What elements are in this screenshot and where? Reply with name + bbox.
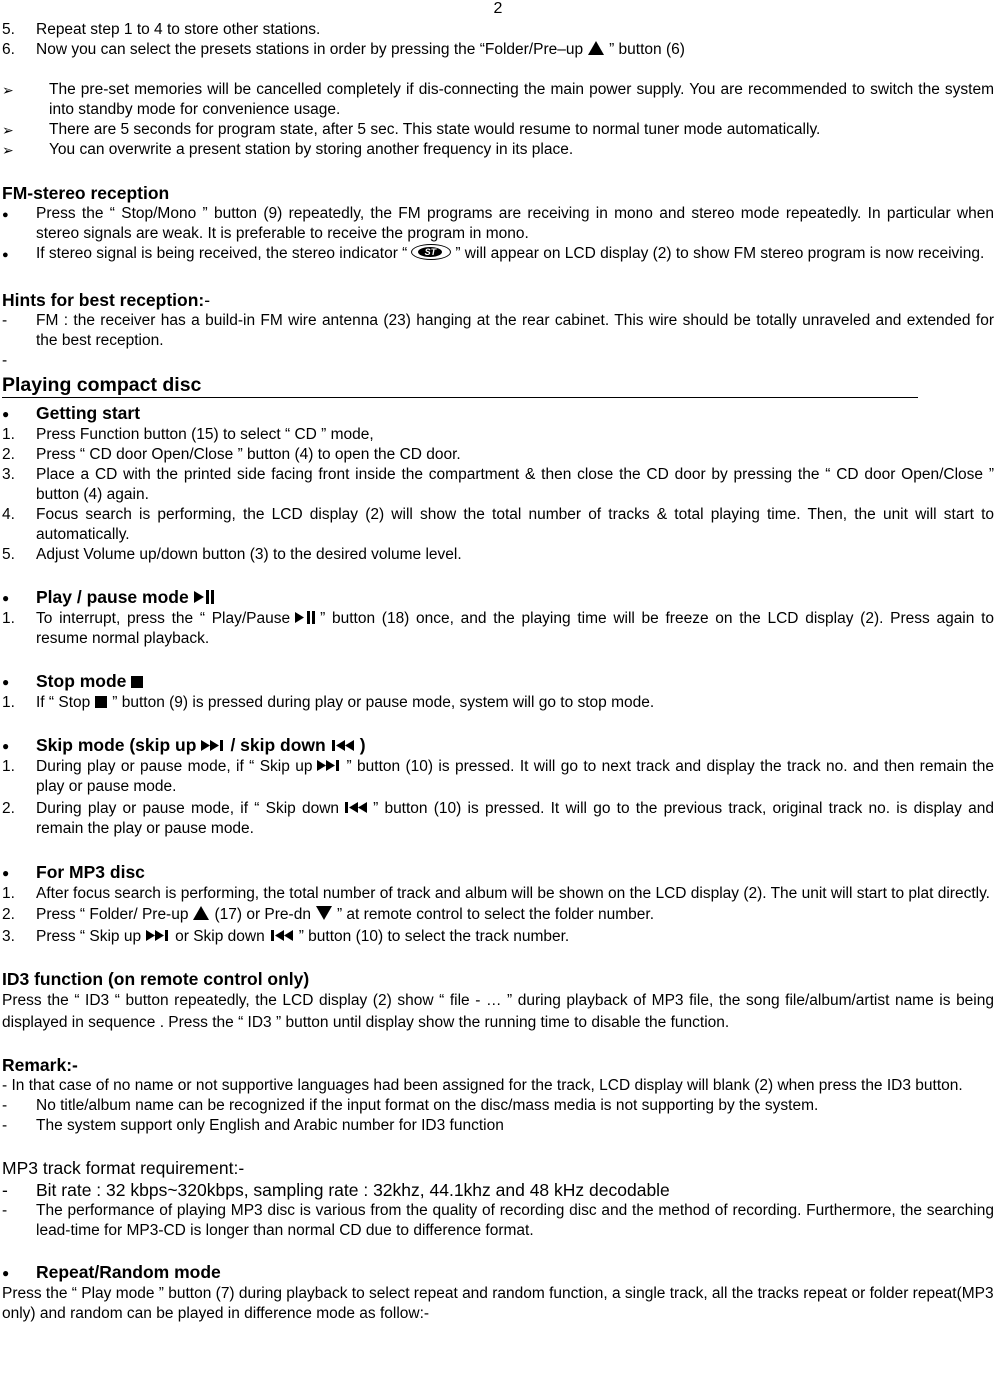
play-pause-icon — [193, 589, 215, 605]
note-item: ➢ You can overwrite a present station by storing another frequency in its place. — [2, 141, 574, 158]
paragraph: - In that case of no name or not supportive languages had been assigned for the track, LCD display will blank (2) when press the ID3 button. — [2, 1077, 963, 1094]
skip-down-icon — [269, 928, 295, 943]
paragraph: Press the “ Play mode ” button (7) during playback to select repeat and random function, a single track, all the tracks repeat or folder repeat(MP3 only) and random can be played in difference mode as follow:- — [2, 1285, 994, 1322]
list-item: - FM : the receiver has a build-in FM wire antenna (23) hanging at the rear cabinet. This wire should be totally unraveled and extended for the best reception. — [2, 312, 994, 349]
arrow-bullet-icon: ➢ — [2, 142, 14, 158]
list-item: ● If stereo signal is being received, the stereo indicator “ ST ” will appear on LCD display (2) to show FM stereo program is now receiving. — [2, 244, 994, 265]
arrow-bullet-icon: ➢ — [2, 122, 14, 138]
triangle-up-icon — [192, 905, 210, 921]
paragraph: Press the “ ID3 “ button repeatedly, the LCD display (2) show “ file - … ” during playback of MP3 file, the song file/album/artist name is being displayed in sequence . Press the “ ID3 ” button until display show the running time to disable the function. — [2, 992, 994, 1031]
triangle-down-icon — [315, 905, 333, 921]
arrow-bullet-icon: ➢ — [2, 82, 14, 98]
subsection-heading: ● Repeat/Random mode — [2, 1262, 221, 1282]
bullet-icon: ● — [2, 407, 10, 421]
list-item: 5. Repeat step 1 to 4 to store other stations. — [2, 21, 321, 38]
stop-icon — [130, 675, 144, 689]
subsection-heading: ● Play / pause mode — [2, 586, 994, 609]
list-item: 1. After focus search is performing, the total number of track and album will be shown on the LCD display (2). The unit will start to plat directly. — [2, 885, 990, 902]
bullet-icon: ● — [2, 1266, 10, 1280]
list-item: 1. If “ Stop ” button (9) is pressed during play or pause mode, system will go to stop mode. — [2, 694, 655, 711]
skip-up-icon — [200, 738, 226, 753]
section-heading: ID3 function (on remote control only) — [2, 969, 310, 989]
section-heading: MP3 track format requirement:- — [2, 1158, 245, 1178]
bullet-icon: ● — [2, 675, 10, 689]
bullet-icon: ● — [2, 591, 10, 605]
list-item: 3. Place a CD with the printed side facing front inside the compartment & then close the CD door by pressing the “ CD door Open/Close ” button (4) again. — [2, 466, 994, 503]
bullet-icon: ● — [2, 209, 9, 221]
section-title: Playing compact disc — [2, 373, 918, 398]
list-item: - The performance of playing MP3 disc is various from the quality of recording disc and the method of recording. Furthermore, the searching lead-time for MP3-CD is longer than normal CD due to difference format. — [2, 1202, 994, 1239]
play-pause-icon — [294, 610, 316, 625]
note-item: ➢ There are 5 seconds for program state, after 5 sec. This state would resume to normal tuner mode automatically. — [2, 121, 821, 138]
list-item: 2. Press “ Folder/ Pre-up (17) or Pre-dn ” at remote control to select the folder number. — [2, 906, 654, 923]
list-item: - No title/album name can be recognized if the input format on the disc/mass media is not supporting by the system. — [2, 1097, 819, 1114]
stop-icon — [94, 695, 108, 709]
document-page: 2 5. Repeat step 1 to 4 to store other stations. 6. Now you can select the presets stations in order by pressing the “Folder/Pre–up ” button (6) ➢ The pre-set memories will be cancelled completely if dis-connecting the main power supply. You are recommended to switch the system into standby mode for convenience usage. ➢ There are 5 seconds for program state, after 5 sec. This state would resume to normal tuner mode automatically. ➢ You can overwrite a present station by storing another frequency in its place. FM-stereo reception ● Press the “ Stop/Mono ” button (9) repeatedly, the FM programs are receiving in mono and stereo mode repeatedly. In particular when stereo signals are weak. It is preferable to receive the program in mono. ● If stereo signal is being received, the stereo indicator “ ST ” will appear on LCD display (2) to show FM stereo program is now receiving. Hints for best reception:- - FM : the receiver has a build-in FM wire antenna (23) hanging at the rear cabinet. This wire should be totally unraveled and extended for the best reception. - Playing compact disc ● Getting start 1. Press Function button (15) to select “ CD ” mode, 2. Press “ CD door Open/Close ” button (4) to open the CD door. 3. Place a CD with the printed side facing front inside the compartment & then close the CD door by pressing the “ CD door Open/Close ” button (4) again. 4. Focus search is performing, the LCD display (2) will show the total number of tracks & total playing time. Then, the unit will start to automatically. 5. Adjust Volume up/down button (3) to the desired volume level. ● Play / pause mode 1. To interrupt, press the “ Play/Pause ” button (18) once, and the playing time will be freeze on the LCD display (2). Press again to resume normal playback. ● Stop mode 1. If “ Stop ” button (9) is pressed during play or pause mode, system will go to stop mode. ● Skip mode (skip up / skip down ) 1. During play or pause mode, if “ Skip up ” button (10) is pressed. It will go to next track and display the track no. and then remain the play or pause mode. 2. During play or pause mode, if “ Skip down ” button (10) is pressed. It will go to the previous track, original track no. is display and remain the play or pause mode. ● For MP3 disc 1. After focus search is performing, the total number of track and album will be shown on the LCD display (2). The unit will start to plat directly. 2. Press “ Folder/ Pre-up (17) or Pre-dn ” at remote control to select the folder number. 3. Press “ Skip up or Skip down ” button (10) to select the track number. ID3 function (on remote control only) Press the “ ID3 “ button repeatedly, the LCD display (2) show “ file - … ” during playback of MP3 file, the song file/album/artist name is being displayed in sequence . Press the “ ID3 ” button until display show the running time to disable the function. Remark:- - In that case of no name or not supportive languages had been assigned for the track, LCD display will blank (2) when press the ID3 button. - No title/album name can be recognized if the input format on the disc/mass media is not supporting by the system. - The system support only English and Arabic number for ID3 function MP3 track format requirement:- - Bit rate : 32 kbps~320kbps, sampling rate : 32khz, 44.1khz and 48 kHz decodable - The performance of playing MP3 disc is various from the quality of recording disc and the method of recording. Furthermore, the searching lead-time for MP3-CD is longer than normal CD due to difference format. ● Repeat/Random mode Press the “ Play mode ” button (7) during playback to select repeat and random function, a single track, all the tracks repeat or folder repeat(MP3 only) and random can be played in difference mode as follow:- — [2, 0, 995, 1322]
stereo-indicator-icon: ST — [411, 244, 451, 260]
section-heading: FM-stereo reception — [2, 183, 170, 203]
bullet-icon: ● — [2, 249, 9, 261]
list-item: - Bit rate : 32 kbps~320kbps, sampling rate : 32khz, 44.1khz and 48 kHz decodable — [2, 1180, 670, 1200]
skip-up-icon — [316, 758, 342, 773]
skip-down-icon — [343, 800, 369, 815]
list-item: ● Press the “ Stop/Mono ” button (9) repeatedly, the FM programs are receiving in mono and stereo mode repeatedly. In particular when stereo signals are weak. It is preferable to receive the program in mono. — [2, 205, 994, 242]
section-heading: Hints for best reception:- — [2, 290, 211, 310]
list-item: 3. Press “ Skip up or Skip down ” button (10) to select the track number. — [2, 928, 570, 945]
subsection-heading: ● For MP3 disc — [2, 862, 145, 882]
list-item: 1. During play or pause mode, if “ Skip up ” button (10) is pressed. It will go to next track and display the track no. and then remain the play or pause mode. — [2, 758, 994, 795]
triangle-up-icon — [587, 40, 605, 56]
list-item: 2. During play or pause mode, if “ Skip down ” button (10) is pressed. It will go to the previous track, original track no. is display and remain the play or pause mode. — [2, 800, 994, 837]
list-item: 1. Press Function button (15) to select “ CD ” mode, — [2, 426, 374, 443]
page-number: 2 — [493, 0, 503, 17]
list-item: 5. Adjust Volume up/down button (3) to the desired volume level. — [2, 546, 462, 563]
skip-down-icon — [330, 738, 356, 753]
section-heading: Remark:- — [2, 1055, 78, 1075]
subsection-heading: ● Getting start — [2, 403, 141, 423]
bullet-icon: ● — [2, 739, 10, 753]
list-item: 6. Now you can select the presets stations in order by pressing the “Folder/Pre–up ” button (6) — [2, 41, 685, 58]
skip-up-icon — [145, 928, 171, 943]
subsection-heading: ● Skip mode (skip up / skip down ) — [2, 735, 366, 755]
list-item: 4. Focus search is performing, the LCD display (2) will show the total number of tracks & total playing time. Then, the unit will start to automatically. — [2, 506, 994, 543]
list-item: 1. To interrupt, press the “ Play/Pause ” button (18) once, and the playing time will be freeze on the LCD display (2). Press again to resume normal playback. — [2, 610, 995, 647]
list-item: - The system support only English and Arabic number for ID3 function — [2, 1117, 504, 1134]
subsection-heading: ● Stop mode — [2, 670, 994, 693]
note-item: ➢ The pre-set memories will be cancelled completely if dis-connecting the main power supply. You are recommended to switch the system into standby mode for convenience usage. — [2, 81, 994, 118]
bullet-icon: ● — [2, 866, 10, 880]
list-item: 2. Press “ CD door Open/Close ” button (4) to open the CD door. — [2, 446, 461, 463]
